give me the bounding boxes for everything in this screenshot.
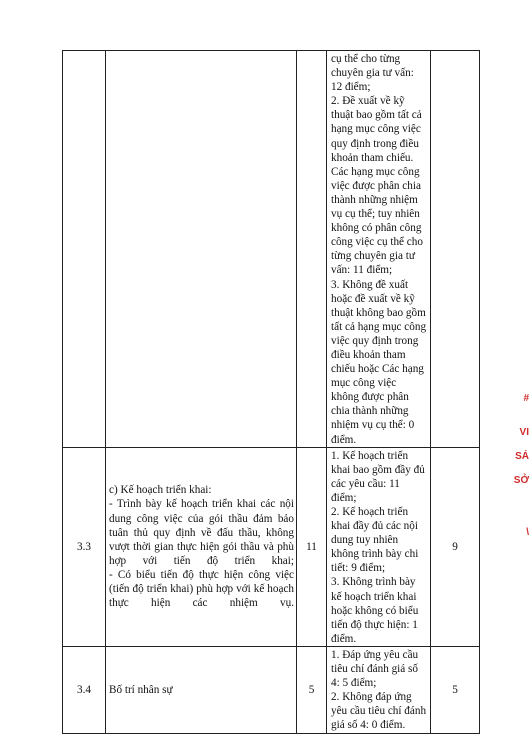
criteria-line: yêu cầu tiêu chí đánh [331, 705, 427, 718]
criteria-line: chia thành những [331, 405, 409, 418]
criteria-line: thuật không bao gồm [331, 306, 426, 319]
criteria-line: vấn: 11 điểm; [331, 264, 393, 277]
criteria-line: giá số 4: 0 điểm. [331, 719, 406, 732]
criteria-line: khoản tham chiếu. [331, 151, 414, 164]
criteria-line: thành những nhiệm [331, 193, 418, 206]
evaluation-table [62, 50, 480, 734]
criteria-line: không trình bày chi [331, 548, 419, 561]
criteria-line: quy định trong điều [331, 137, 419, 150]
criteria-line: cụ thể cho từng [331, 53, 401, 65]
criteria-line: khai đầy đủ các nội [331, 520, 418, 533]
criteria-line: 1. Kế hoạch triển [331, 449, 409, 462]
description-bullet: - Trình bày kế hoạch triển khai các nội dung công việc của gói thầu đảm bảo tuân thủ quy định về đấu thầu, không vượt thời gian thực hiện gói thầu và phù hợp với tiến độ triển khai; [109, 498, 294, 567]
criteria-line: 4: 5 điểm; [331, 677, 377, 690]
criteria-cell [327, 646, 431, 733]
criteria-line: khai bao gồm đầy đủ [331, 463, 425, 476]
max-score: 5 [297, 646, 327, 733]
criteria-line: hoặc đề xuất về kỹ [331, 292, 415, 305]
row-index: 3.3 [63, 447, 106, 646]
criteria-line: tiến độ thực hiện: 1 [331, 618, 418, 631]
description-cell [106, 51, 297, 448]
criteria-line: điều khoản tham [331, 348, 406, 361]
criteria-line: Các hạng mục công [331, 165, 420, 178]
criteria-line: 2. Không đáp ứng [331, 691, 412, 704]
criteria-line: tất cả hạng mục công [331, 320, 427, 333]
max-score-cell [297, 51, 327, 448]
criteria-line: hạng mục công việc [331, 123, 421, 136]
stamp-text: \ [526, 527, 529, 538]
criteria-line: công việc cụ thể cho [331, 236, 423, 249]
criteria-line: 3. Không trình bày [331, 576, 416, 589]
criteria-line: không có phân công [331, 222, 422, 235]
criteria-line: 12 điểm; [331, 81, 371, 94]
description-text: Bố trí nhân sự [109, 683, 173, 696]
criteria-line: 3. Không đề xuất [331, 278, 409, 291]
criteria-line: chuyên gia tư vấn: [331, 67, 414, 80]
table-row [63, 51, 480, 448]
criteria-line: chiếu hoặc Các hạng [331, 363, 424, 376]
table-row [63, 646, 480, 733]
row-index: 3.4 [63, 646, 106, 733]
table-row [63, 447, 480, 646]
criteria-line: tiết: 9 điểm; [331, 562, 386, 575]
criteria-line: 2. Đề xuất về kỹ [331, 95, 405, 108]
score-cell [431, 51, 480, 448]
criteria-cell [327, 447, 431, 646]
stamp-text: VI [519, 427, 529, 438]
criteria-line: việc quy định trong [331, 334, 419, 347]
red-stamp-fragment [512, 393, 530, 538]
index-cell [63, 51, 106, 448]
score: 5 [431, 646, 480, 733]
max-score: 11 [297, 447, 327, 646]
criteria-line: 1. Đáp ứng yêu cầu [331, 648, 419, 661]
score: 9 [431, 447, 480, 646]
criteria-line: điểm. [331, 433, 357, 446]
criteria-line: từng chuyên gia tư [331, 250, 415, 263]
criteria-line: điểm; [331, 491, 357, 504]
criteria-line: tiêu chí đánh giá số [331, 663, 418, 676]
criteria-line: thuật bao gồm tất cả [331, 109, 422, 122]
criteria-line: không được phân [331, 391, 409, 404]
criteria-line: kế hoạch triển khai [331, 590, 417, 603]
description-cell [106, 646, 297, 733]
stamp-text: SÁ [515, 451, 529, 462]
criteria-line: các yêu cầu: 11 [331, 477, 400, 490]
criteria-line: hoặc không có biểu [331, 604, 419, 617]
criteria-line: vụ cụ thể; tuy nhiên [331, 208, 420, 221]
criteria-line: điểm. [331, 632, 357, 645]
description-bullet: - Có biểu tiến độ thực hiện công việc (tiến độ triển khai) phù hợp với kế hoạch thực hiện các nhiệm vụ. [109, 568, 294, 610]
criteria-line: mục công việc [331, 377, 397, 390]
stamp-text: # [523, 393, 529, 404]
stamp-text: SỞ [513, 475, 529, 486]
criteria-line: nhiệm vụ cụ thể: 0 [331, 419, 415, 432]
description-heading: c) Kế hoạch triển khai: [109, 484, 212, 497]
description-cell [106, 447, 297, 646]
criteria-line: dung tuy nhiên [331, 534, 399, 547]
criteria-cell [327, 51, 431, 448]
criteria-line: 2. Kế hoạch triển [331, 506, 409, 518]
criteria-line: việc được phân chia [331, 179, 421, 192]
